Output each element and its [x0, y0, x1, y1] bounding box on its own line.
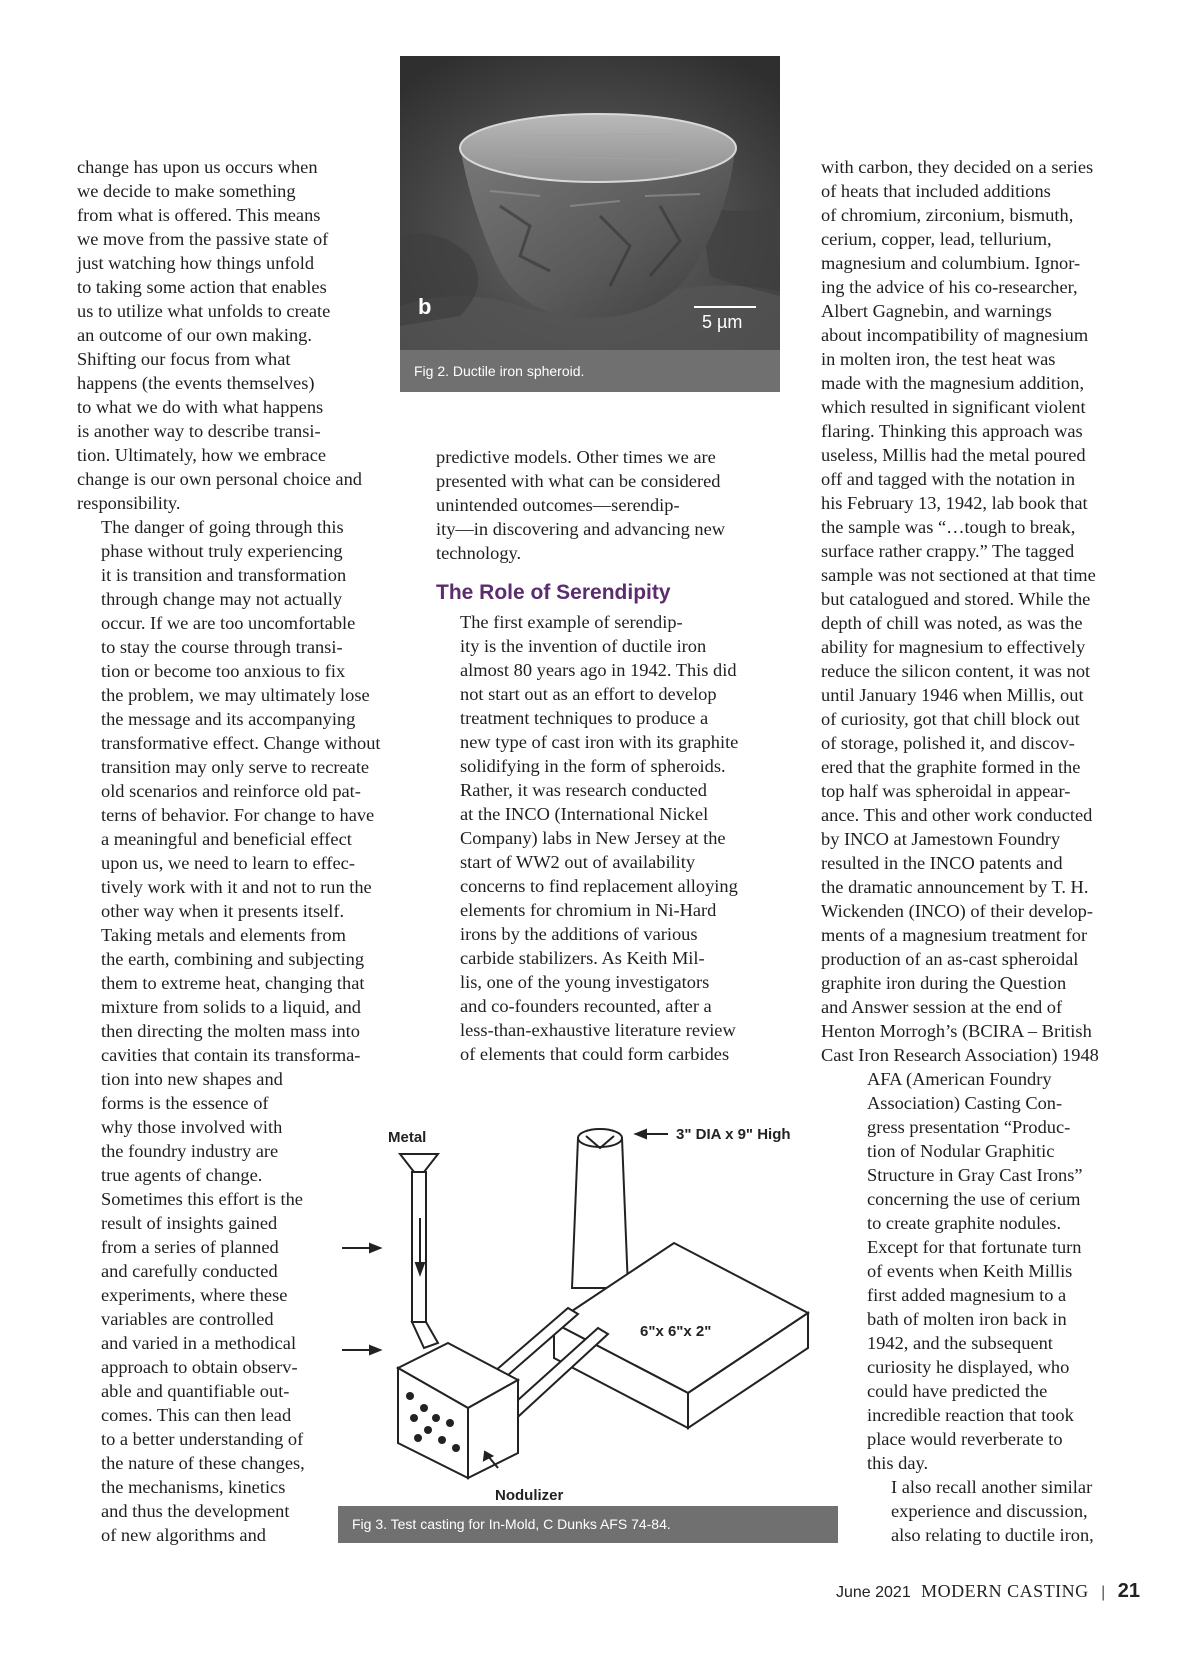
panel-letter: b — [418, 294, 432, 319]
text-line: ance. This and other work conducted — [821, 805, 1093, 825]
text-line: cerium, copper, lead, tellurium, — [821, 229, 1052, 249]
text-line: occur. If we are too uncomfortable — [101, 613, 356, 633]
text-line: we move from the passive state of — [77, 229, 329, 249]
column-3 — [797, 155, 1132, 1067]
text-line: Shifting our focus from what — [77, 349, 291, 369]
text-line: change is our own personal choice and — [77, 469, 362, 489]
column-3-narrow — [867, 1067, 1137, 1547]
text-line: first added magnesium to a — [867, 1285, 1067, 1305]
text-line: presented with what can be considered — [436, 471, 721, 491]
text-line: the earth, combining and subjecting — [101, 949, 365, 969]
text-line: the message and its accompanying — [101, 709, 356, 729]
riser-top — [578, 1129, 622, 1147]
figure-2 — [400, 56, 780, 392]
text-line: the mechanisms, kinetics — [101, 1477, 286, 1497]
text-line: technology. — [436, 543, 522, 563]
text-line: experiments, where these — [101, 1285, 288, 1305]
page-number: 21 — [1117, 1580, 1140, 1602]
pouring-cup — [400, 1154, 438, 1172]
text-line: and co-founders recounted, after a — [460, 996, 712, 1016]
text-line: tion into new shapes and — [101, 1069, 283, 1089]
text-line: phase without truly experiencing — [101, 541, 343, 561]
text-line: of new algorithms and — [101, 1525, 266, 1545]
text-line: the dramatic announcement by T. H. — [821, 877, 1089, 897]
text-line: until January 1946 when Millis, out — [821, 685, 1084, 705]
text-line: top half was spheroidal in appear- — [821, 781, 1071, 801]
text-line: to taking some action that enables — [77, 277, 327, 297]
figure-2-caption: Fig 2. Ductile iron spheroid. — [400, 350, 780, 392]
text-line: of elements that could form carbides — [460, 1044, 730, 1064]
text-line: flaring. Thinking this approach was — [821, 421, 1083, 441]
text-line: reduce the silicon content, it was not — [821, 661, 1091, 681]
col3-paragraph-2 — [867, 1475, 1137, 1547]
text-line: irons by the additions of various — [460, 924, 698, 944]
text-line: just watching how things unfold — [77, 253, 315, 273]
text-line: ered that the graphite formed in the — [821, 757, 1081, 777]
text-line: resulted in the INCO patents and — [821, 853, 1063, 873]
text-line: surface rather crappy.” The tagged — [821, 541, 1075, 561]
text-line: tively work with it and not to run the — [101, 877, 372, 897]
text-line: to a better understanding of — [101, 1429, 304, 1449]
text-line: Wickenden (INCO) of their develop- — [821, 901, 1093, 921]
col1-paragraph-1 — [77, 155, 407, 515]
text-line: magnesium and columbium. Ignor- — [821, 253, 1081, 273]
text-line: of storage, polished it, and discov- — [821, 733, 1075, 753]
text-line: the nature of these changes, — [101, 1453, 305, 1473]
text-line: variables are controlled — [101, 1309, 274, 1329]
label-nodulizer: Nodulizer — [495, 1487, 564, 1504]
text-line: terns of behavior. For change to have — [101, 805, 375, 825]
ductile-iron-spheroid-image — [400, 56, 780, 350]
text-line: Except for that fortunate turn — [867, 1237, 1082, 1257]
text-line: ing the advice of his co-researcher, — [821, 277, 1078, 297]
text-line: solidifying in the form of spheroids. — [460, 756, 726, 776]
text-line: cavities that contain its transforma- — [101, 1045, 361, 1065]
text-line: the foundry industry are — [101, 1141, 279, 1161]
text-line: The first example of serendip- — [460, 612, 683, 632]
text-line: in molten iron, the test heat was — [821, 349, 1056, 369]
text-line: less-than-exhaustive literature review — [460, 1020, 736, 1040]
label-riser-dimensions: 3" DIA x 9" High — [676, 1126, 791, 1143]
text-line: to stay the course through transi- — [101, 637, 343, 657]
text-line: a meaningful and beneficial effect — [101, 829, 352, 849]
text-line: happens (the events themselves) — [77, 373, 315, 393]
col3-paragraph-1-continued — [867, 1067, 1137, 1475]
text-line: we decide to make something — [77, 181, 296, 201]
text-line: transition may only serve to recreate — [101, 757, 370, 777]
text-line: and thus the development — [101, 1501, 290, 1521]
text-line: from what is offered. This means — [77, 205, 321, 225]
text-line: true agents of change. — [101, 1165, 263, 1185]
text-line: curiosity he displayed, who — [867, 1357, 1070, 1377]
text-line: tion. Ultimately, how we embrace — [77, 445, 327, 465]
text-line: carbide stabilizers. As Keith Mil- — [460, 948, 705, 968]
text-line: elements for chromium in Ni-Hard — [460, 900, 717, 920]
text-line: Henton Morrogh’s (BCIRA – British — [821, 1021, 1092, 1041]
text-line: with carbon, they decided on a series — [821, 157, 1094, 177]
text-line: from a series of planned — [101, 1237, 279, 1257]
text-line: and varied in a methodical — [101, 1333, 297, 1353]
text-line: The danger of going through this — [101, 517, 344, 537]
text-line: lis, one of the young investigators — [460, 972, 710, 992]
text-line: transformative effect. Change without — [101, 733, 381, 753]
text-line: useless, Millis had the metal poured — [821, 445, 1086, 465]
text-line: change has upon us occurs when — [77, 157, 318, 177]
text-line: start of WW2 out of availability — [460, 852, 696, 872]
text-line: of chromium, zirconium, bismuth, — [821, 205, 1074, 225]
text-line: ments of a magnesium treatment for — [821, 925, 1088, 945]
text-line: Cast Iron Research Association) 1948 — [821, 1045, 1099, 1065]
text-line: Taking metals and elements from — [101, 925, 346, 945]
text-line: forms is the essence of — [101, 1093, 269, 1113]
text-line: almost 80 years ago in 1942. This did — [460, 660, 737, 680]
text-line: 1942, and the subsequent — [867, 1333, 1053, 1353]
text-line: place would reverberate to — [867, 1429, 1063, 1449]
col2-paragraph-2 — [436, 610, 771, 1066]
text-line: of curiosity, got that chill block out — [821, 709, 1080, 729]
text-line: not start out as an effort to develop — [460, 684, 717, 704]
text-line: through change may not actually — [101, 589, 343, 609]
text-line: by INCO at Jamestown Foundry — [821, 829, 1061, 849]
text-line: mixture from solids to a liquid, and — [101, 997, 361, 1017]
label-metal: Metal — [388, 1129, 427, 1146]
text-line: result of insights gained — [101, 1213, 278, 1233]
sem-micrograph — [400, 56, 780, 350]
text-line: could have predicted the — [867, 1381, 1048, 1401]
text-line: off and tagged with the notation in — [821, 469, 1076, 489]
text-line: but catalogued and stored. While the — [821, 589, 1091, 609]
text-line: production of an as-cast spheroidal — [821, 949, 1079, 969]
text-line: about incompatibility of magnesium — [821, 325, 1089, 345]
text-line: Company) labs in New Jersey at the — [460, 828, 726, 848]
column-2 — [436, 445, 771, 1066]
text-line: ity—in discovering and advancing new — [436, 519, 726, 539]
col1-paragraph-2 — [77, 515, 407, 923]
text-line: experience and discussion, — [891, 1501, 1088, 1521]
text-line: and Answer session at the end of — [821, 997, 1063, 1017]
text-line: at the INCO (International Nickel — [460, 804, 709, 824]
text-line: AFA (American Foundry — [867, 1069, 1052, 1089]
col3-paragraph-1 — [797, 155, 1132, 1067]
text-line: comes. This can then lead — [101, 1405, 292, 1425]
text-line: other way when it presents itself. — [101, 901, 345, 921]
text-line: responsibility. — [77, 493, 181, 513]
label-block-dimensions: 6"x 6"x 2" — [640, 1323, 712, 1340]
text-line: which resulted in significant violent — [821, 397, 1086, 417]
text-line: old scenarios and reinforce old pat- — [101, 781, 361, 801]
text-line: also relating to ductile iron, — [891, 1525, 1094, 1545]
text-line: us to utilize what unfolds to create — [77, 301, 331, 321]
text-line: why those involved with — [101, 1117, 283, 1137]
text-line: to what we do with what happens — [77, 397, 324, 417]
test-casting-diagram — [338, 1118, 838, 1506]
text-line: upon us, we need to learn to effec- — [101, 853, 355, 873]
text-line: an outcome of our own making. — [77, 325, 312, 345]
text-line: tion of Nodular Graphitic — [867, 1141, 1055, 1161]
text-line: concerns to find replacement alloying — [460, 876, 738, 896]
figure-3 — [338, 1118, 838, 1543]
text-line: and carefully conducted — [101, 1261, 278, 1281]
text-line: bath of molten iron back in — [867, 1309, 1067, 1329]
text-line: tion or become too anxious to fix — [101, 661, 346, 681]
text-line: approach to obtain observ- — [101, 1357, 298, 1377]
text-line: it is transition and transformation — [101, 565, 347, 585]
text-line: them to extreme heat, changing that — [101, 973, 365, 993]
text-line: the sample was “…tough to break, — [821, 517, 1076, 537]
text-line: concerning the use of cerium — [867, 1189, 1081, 1209]
text-line: ability for magnesium to effectively — [821, 637, 1086, 657]
col2-paragraph-1 — [436, 445, 771, 565]
text-line: is another way to describe transi- — [77, 421, 321, 441]
text-line: made with the magnesium addition, — [821, 373, 1085, 393]
figure-3-caption: Fig 3. Test casting for In-Mold, C Dunks AFS 74-84. — [338, 1506, 838, 1543]
text-line: predictive models. Other times we are — [436, 447, 716, 467]
text-line: Association) Casting Con- — [867, 1093, 1063, 1113]
text-line: I also recall another similar — [891, 1477, 1093, 1497]
footer-separator: | — [1101, 1584, 1106, 1601]
text-line: gress presentation “Produc- — [867, 1117, 1071, 1137]
text-line: unintended outcomes—serendip- — [436, 495, 680, 515]
text-line: sample was not sectioned at that time — [821, 565, 1096, 585]
text-line: depth of chill was noted, as was the — [821, 613, 1083, 633]
text-line: of events when Keith Millis — [867, 1261, 1073, 1281]
text-line: to create graphite nodules. — [867, 1213, 1062, 1233]
text-line: Rather, it was research conducted — [460, 780, 707, 800]
riser-cylinder — [572, 1131, 628, 1288]
section-heading: The Role of Serendipity — [436, 581, 671, 604]
scale-bar — [694, 306, 756, 308]
text-line: graphite iron during the Question — [821, 973, 1067, 993]
text-line: able and quantifiable out- — [101, 1381, 290, 1401]
text-line: the problem, we may ultimately lose — [101, 685, 370, 705]
text-line: his February 13, 1942, lab book that — [821, 493, 1088, 513]
page-footer — [836, 1580, 1140, 1603]
text-line: then directing the molten mass into — [101, 1021, 360, 1041]
footer-date: June 2021 — [835, 1584, 911, 1601]
text-line: Albert Gagnebin, and warnings — [821, 301, 1052, 321]
text-line: incredible reaction that took — [867, 1405, 1074, 1425]
text-line: new type of cast iron with its graphite — [460, 732, 739, 752]
footer-magazine: MODERN CASTING — [921, 1581, 1089, 1601]
text-line: Sometimes this effort is the — [101, 1189, 303, 1209]
text-line: of heats that included additions — [821, 181, 1051, 201]
text-line: treatment techniques to produce a — [460, 708, 709, 728]
text-line: ity is the invention of ductile iron — [460, 636, 707, 656]
text-line: Structure in Gray Cast Irons” — [867, 1165, 1083, 1185]
scale-bar-label: 5 µm — [702, 312, 743, 332]
text-line: this day. — [867, 1453, 929, 1473]
